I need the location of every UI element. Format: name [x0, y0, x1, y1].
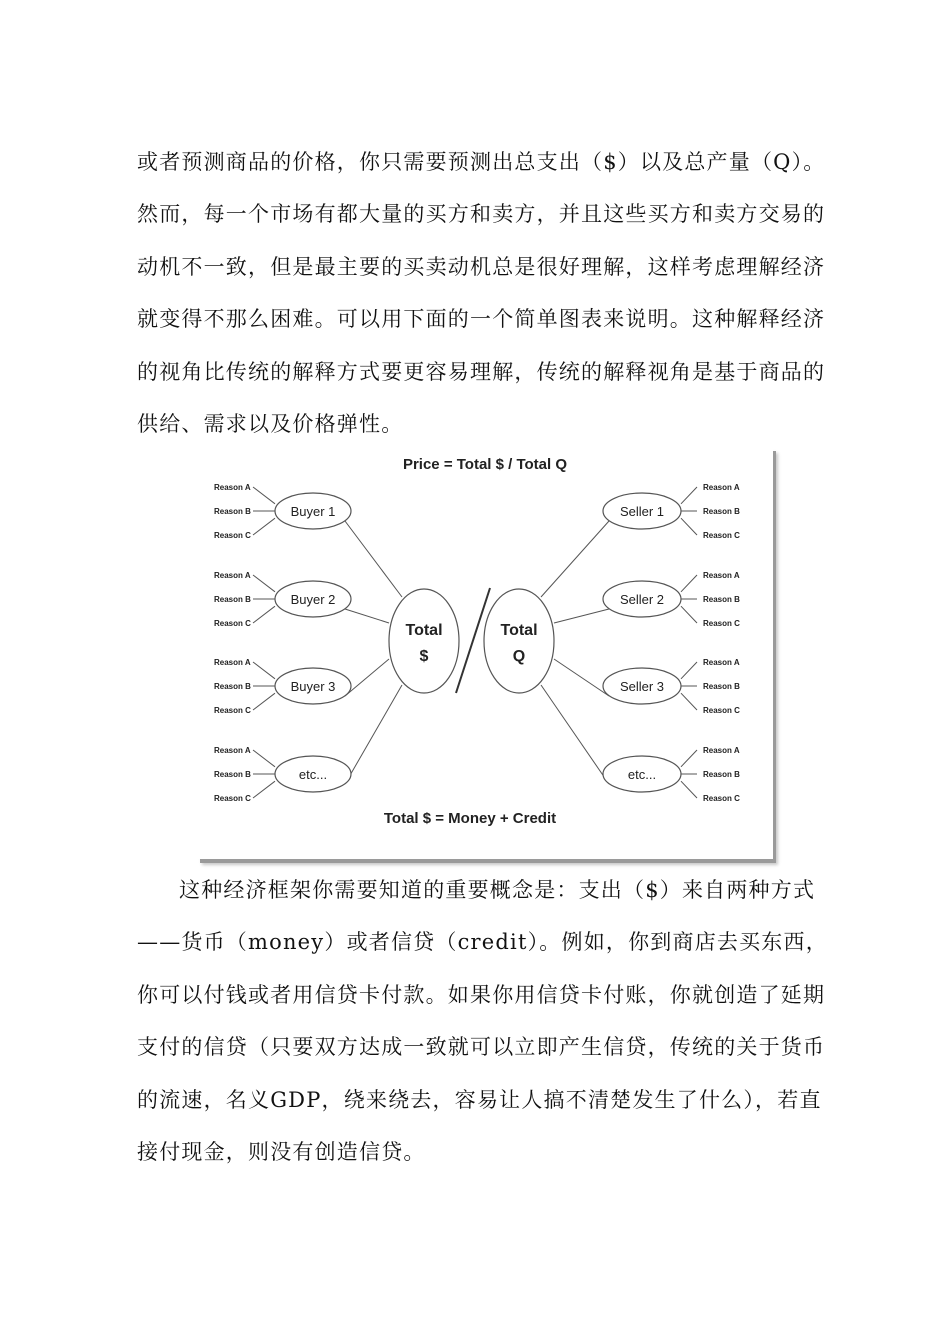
buyer-reason-edge	[253, 518, 275, 535]
market-diagram	[197, 447, 773, 859]
paragraph-1-text: 或者预测商品的价格，你只需要预测出总支出（$）以及总产量（Q）。然而，每一个市场有都大量的买方和卖方，并且这些买方和卖方交易的动机不一致，但是最主要的买卖动机总是很好理解，这样考虑理解经济就变得不那么困难。可以用下面的一个简单图表来说明。这种解释经济的视角比传统的解释方式要更容易理解，传统的解释视角是基于商品的供给、需求以及价格弹性。	[137, 150, 826, 437]
seller-reason-label: Reason C	[703, 794, 740, 803]
buyer-reason-label: Reason B	[214, 770, 251, 779]
buyer-reason-label: Reason C	[214, 619, 251, 628]
seller-label: Seller 2	[619, 592, 665, 607]
buyer-reason-edge	[253, 693, 275, 710]
total-money-label-1: Total	[405, 622, 443, 639]
seller-to-total-edge	[554, 659, 609, 696]
seller-reason-label: Reason C	[703, 706, 740, 715]
buyer-reason-label: Reason B	[214, 682, 251, 691]
seller-reason-label: Reason B	[703, 507, 740, 516]
paragraph-2-text: 这种经济框架你需要知道的重要概念是：支出（$）来自两种方式——货币（money）或者信贷（credit）。例如，你到商店去买东西，你可以付钱或者用信贷卡付款。如果你用信贷卡付账，你就创造了延期支付的信贷（只要双方达成一致就可以立即产生信贷，传统的关于货币的流速，名义GDP，绕来绕去，容易让人搞不清楚发生了什么），若直接付现金，则没有创造信贷。	[137, 878, 828, 1165]
total-money-label-2: $	[419, 648, 429, 665]
buyer-reason-edge	[253, 606, 275, 623]
total-quantity-node	[484, 589, 554, 693]
buyer-reason-label: Reason B	[214, 507, 251, 516]
seller-reason-edge	[681, 693, 697, 710]
market-diagram-svg	[197, 447, 773, 859]
seller-to-total-edge	[541, 521, 609, 597]
diagram-title: Price = Total $ / Total Q	[402, 456, 568, 473]
buyer-to-total-edge	[345, 609, 389, 623]
buyer-reason-edge	[253, 575, 275, 592]
seller-reason-edge	[681, 662, 697, 679]
diagram-footer: Total $ = Money + Credit	[383, 810, 557, 827]
buyer-reason-label: Reason A	[214, 658, 251, 667]
buyer-reason-label: Reason C	[214, 531, 251, 540]
seller-to-total-edge	[554, 609, 609, 623]
seller-label: etc...	[627, 767, 657, 782]
buyer-reason-edge	[253, 781, 275, 798]
seller-reason-label: Reason B	[703, 682, 740, 691]
seller-label: Seller 1	[619, 504, 665, 519]
seller-reason-label: Reason B	[703, 595, 740, 604]
seller-reason-label: Reason C	[703, 531, 740, 540]
buyer-reason-label: Reason A	[214, 746, 251, 755]
seller-reason-edge	[681, 487, 697, 504]
seller-reason-label: Reason C	[703, 619, 740, 628]
seller-reason-edge	[681, 518, 697, 535]
buyer-to-total-edge	[345, 521, 402, 597]
total-money-node	[389, 589, 459, 693]
seller-reason-label: Reason B	[703, 770, 740, 779]
buyer-to-total-edge	[345, 659, 389, 696]
paragraph-1	[137, 136, 837, 450]
buyer-label: Buyer 3	[290, 679, 336, 694]
total-quantity-label-2: Q	[512, 648, 526, 665]
seller-reason-label: Reason A	[703, 746, 740, 755]
seller-reason-label: Reason A	[703, 483, 740, 492]
seller-reason-edge	[681, 606, 697, 623]
seller-label: Seller 3	[619, 679, 665, 694]
seller-reason-edge	[681, 750, 697, 767]
buyer-label: Buyer 2	[290, 592, 336, 607]
buyer-to-total-edge	[345, 685, 402, 784]
seller-reason-edge	[681, 781, 697, 798]
seller-reason-label: Reason A	[703, 658, 740, 667]
buyer-reason-label: Reason A	[214, 571, 251, 580]
paragraph-2	[137, 864, 837, 1178]
buyer-reason-edge	[253, 487, 275, 504]
buyer-label: etc...	[298, 767, 328, 782]
buyer-reason-edge	[253, 662, 275, 679]
buyer-reason-label: Reason B	[214, 595, 251, 604]
buyer-reason-edge	[253, 750, 275, 767]
seller-to-total-edge	[541, 685, 609, 784]
total-quantity-label-1: Total	[500, 622, 538, 639]
buyer-label: Buyer 1	[290, 504, 336, 519]
buyer-reason-label: Reason A	[214, 483, 251, 492]
seller-reason-edge	[681, 575, 697, 592]
buyer-reason-label: Reason C	[214, 794, 251, 803]
buyer-reason-label: Reason C	[214, 706, 251, 715]
seller-reason-label: Reason A	[703, 571, 740, 580]
